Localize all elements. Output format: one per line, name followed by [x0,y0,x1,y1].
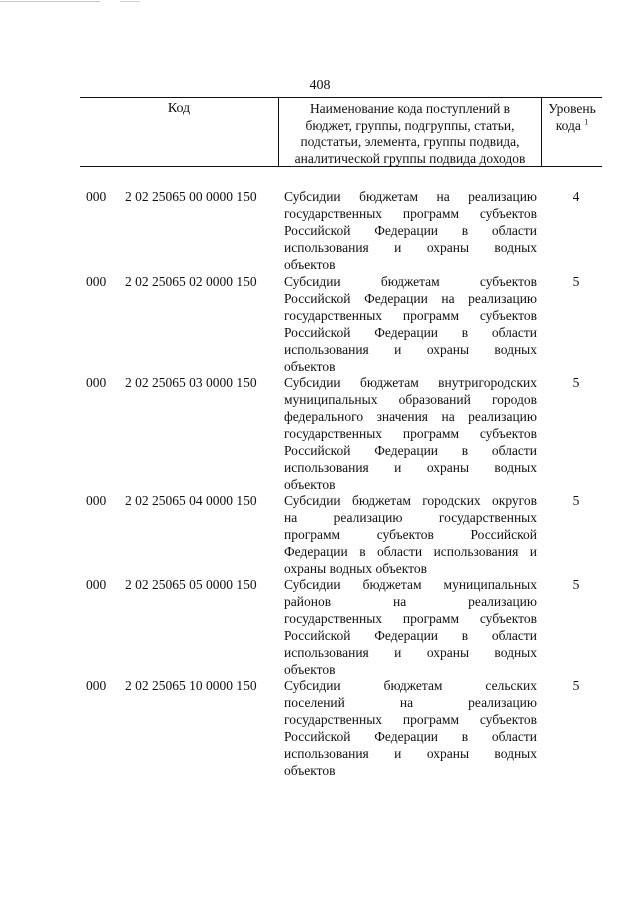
header-name [279,101,541,167]
revenue-code: 2 02 25065 02 0000 150 [125,274,257,289]
admin-code: 000 [86,274,107,289]
revenue-name-line: объектов [284,763,336,778]
revenue-name-line: Субсидии бюджетам сельских [284,678,537,693]
admin-code: 000 [86,493,107,508]
revenue-name-line: Российской Федерации на реализацию [284,291,537,306]
revenue-name-line: Субсидии бюджетам городских округов [284,493,537,508]
header-level [542,101,602,134]
revenue-name-line: Российской Федерации в области [284,325,537,340]
revenue-name [284,188,537,273]
scan-edge-mark [120,1,140,2]
header-name-line: аналитической группы подвида доходов [294,150,526,166]
code-level: 5 [572,375,580,390]
code-level: 5 [572,274,580,289]
revenue-name-line: Российской Федерации в области [284,729,537,744]
revenue-name-line: районов на реализацию [284,594,537,609]
scan-top-edge [0,0,640,3]
header-name-line: подстатьи, элемента, группы подвида, [300,134,520,149]
revenue-name-line: государственных программ субъектов [284,206,537,221]
header-level-line: Уровень [548,101,596,116]
footnote-mark: 1 [584,117,589,126]
revenue-name-line: поселений на реализацию [284,695,537,710]
revenue-name [284,492,537,577]
revenue-name-line: государственных программ субъектов [284,308,537,323]
revenue-name [284,576,537,678]
code-level: 5 [572,493,580,508]
revenue-code: 2 02 25065 05 0000 150 [125,577,257,592]
revenue-name-line: на реализацию государственных [284,510,537,525]
revenue-name-line: использования и охраны водных [284,342,537,357]
revenue-name-line: Федерации в области использования и [284,544,537,559]
header-name-line: бюджет, группы, подгруппы, статьи, [305,117,515,133]
revenue-name-line: объектов [284,477,336,492]
revenue-name-line: федерального значения на реализацию [284,409,537,424]
revenue-name-line: охраны водных объектов [284,561,427,576]
revenue-name-line: объектов [284,257,336,272]
revenue-name-line: Российской Федерации в области [284,628,537,643]
revenue-name-line: муниципальных образований городов [284,392,537,407]
header-level-line [542,118,602,135]
revenue-name-line: Субсидии бюджетам субъектов [284,274,537,289]
code-level: 5 [572,577,580,592]
revenue-name [284,374,537,493]
admin-code: 000 [86,375,107,390]
revenue-name-line: объектов [284,662,336,677]
revenue-code: 2 02 25065 10 0000 150 [125,678,257,693]
revenue-name-line: Субсидии бюджетам внутригородских [284,375,537,390]
revenue-code: 2 02 25065 04 0000 150 [125,493,257,508]
revenue-name-line: Российской Федерации в области [284,223,537,238]
revenue-name-line: государственных программ субъектов [284,611,537,626]
revenue-name-line: использования и охраны водных [284,240,537,255]
revenue-name-line: использования и охраны водных [284,460,537,475]
revenue-name-line: использования и охраны водных [284,645,537,660]
header-name-line: Наименование кода поступлений в [309,101,511,116]
revenue-name [284,677,537,779]
admin-code: 000 [86,678,107,693]
revenue-name-line: Российской Федерации в области [284,443,537,458]
header-level-word: кода [555,117,581,133]
revenue-name-line: государственных программ субъектов [284,712,537,727]
revenue-name-line: объектов [284,359,336,374]
revenue-name-line: программ субъектов Российской [284,527,537,542]
scan-edge-mark [0,1,100,2]
code-level: 4 [572,189,580,204]
revenue-name-line: государственных программ субъектов [284,426,537,441]
header-code: Код [167,101,191,116]
code-level: 5 [572,678,580,693]
revenue-name [284,273,537,375]
admin-code: 000 [86,577,107,592]
revenue-name-line: использования и охраны водных [284,746,537,761]
revenue-name-line: Субсидии бюджетам муниципальных [284,577,537,592]
revenue-code: 2 02 25065 00 0000 150 [125,189,257,204]
revenue-name-line: Субсидии бюджетам на реализацию [284,189,537,204]
revenue-code: 2 02 25065 03 0000 150 [125,375,257,390]
header-top-rule [80,97,602,98]
admin-code: 000 [86,189,107,204]
page-number: 408 [309,78,331,93]
